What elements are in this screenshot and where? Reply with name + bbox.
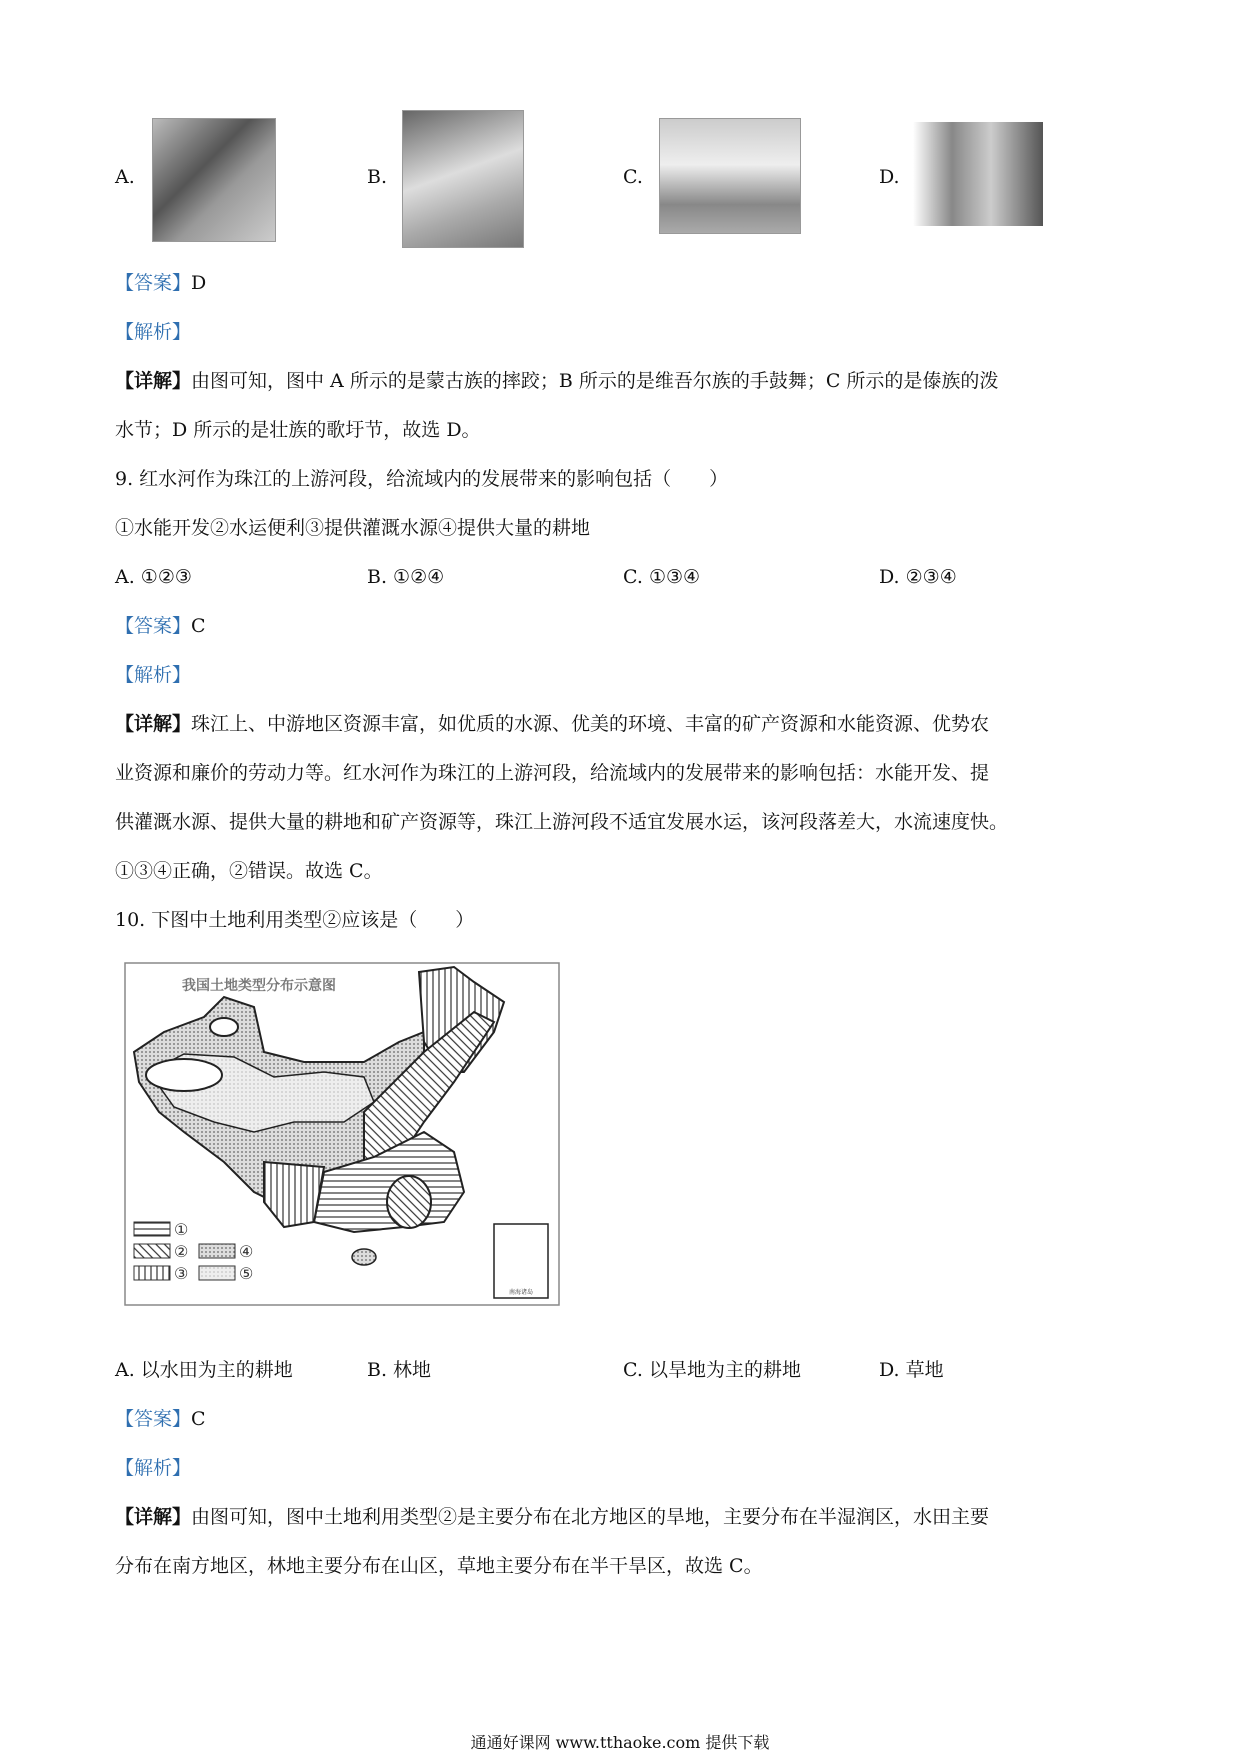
question-9: 9. 红水河作为珠江的上游河段，给流域内的发展带来的影响包括（ ） [115, 468, 729, 490]
detail-text: 供灌溉水源、提供大量的耕地和矿产资源等，珠江上游河段不适宜发展水运，该河段落差大，水流速度快。 [115, 811, 1009, 833]
photo-water-festival [659, 118, 801, 234]
detail-text: 珠江上、中游地区资源丰富，如优质的水源、优美的环境、丰富的矿产资源和水能资源、优势农 [191, 713, 990, 735]
q8-option-c: C. [623, 166, 643, 188]
answer-value: C [191, 1408, 206, 1430]
footer-watermark: 通通好课网 www.tthaoke.com 提供下载 [470, 1733, 770, 1752]
q8-option-d: D. [879, 166, 900, 188]
answer-value: C [191, 615, 206, 637]
q10-option-d: D. 草地 [879, 1359, 944, 1381]
answer-tag: 【答案】 [115, 615, 192, 637]
legend-5: ⑤ [239, 1264, 254, 1283]
detail-text: 分布在南方地区，林地主要分布在山区，草地主要分布在半干旱区，故选 C。 [115, 1555, 763, 1577]
analysis-tag: 【解析】 [115, 321, 192, 343]
analysis-tag: 【解析】 [115, 664, 192, 686]
q9-option-d: D. ②③④ [879, 566, 957, 588]
answer-tag: 【答案】 [115, 1408, 192, 1430]
q9-option-c: C. ①③④ [623, 566, 701, 588]
detail-text: 水节；D 所示的是壮族的歌圩节，故选 D。 [115, 419, 481, 441]
legend-2: ② [174, 1242, 189, 1261]
question-10: 10. 下图中土地利用类型②应该是（ ） [115, 909, 475, 931]
inset-label: 南海诸岛 [508, 1289, 534, 1296]
detail-text: 业资源和廉价的劳动力等。红水河作为珠江的上游河段，给流域内的发展带来的影响包括：水能开发、提 [115, 762, 990, 784]
answer-value: D [191, 272, 207, 294]
detail-text: ①③④正确，②错误。故选 C。 [115, 860, 383, 882]
legend-1: ① [174, 1220, 189, 1239]
question-9-statements: ①水能开发②水运便利③提供灌溉水源④提供大量的耕地 [115, 517, 591, 539]
q9-option-a: A. ①②③ [115, 566, 192, 588]
detail-tag: 【详解】 [115, 1506, 192, 1528]
q10-option-b: B. 林地 [367, 1359, 432, 1381]
q8-option-a: A. [115, 166, 135, 188]
photo-drum-dance [402, 110, 524, 248]
legend-3: ③ [174, 1264, 189, 1283]
answer-tag: 【答案】 [115, 272, 192, 294]
photo-wrestling [152, 118, 276, 242]
detail-tag: 【详解】 [115, 713, 192, 735]
detail-text: 由图可知，图中土地利用类型②是主要分布在北方地区的旱地，主要分布在半湿润区，水田主要 [191, 1506, 990, 1528]
detail-tag: 【详解】 [115, 370, 192, 392]
china-land-use-map [124, 962, 560, 1306]
map-title: 我国土地类型分布示意图 [182, 978, 336, 994]
q9-option-b: B. ①②④ [367, 566, 445, 588]
q10-option-a: A. 以水田为主的耕地 [115, 1359, 293, 1381]
photo-song-festival [913, 122, 1043, 226]
q8-option-b: B. [367, 166, 388, 188]
analysis-tag: 【解析】 [115, 1457, 192, 1479]
q10-option-c: C. 以旱地为主的耕地 [623, 1359, 801, 1381]
legend-4: ④ [239, 1242, 254, 1261]
detail-text: 由图可知，图中 A 所示的是蒙古族的摔跤；B 所示的是维吾尔族的手鼓舞；C 所示的是傣族的泼 [191, 370, 999, 392]
